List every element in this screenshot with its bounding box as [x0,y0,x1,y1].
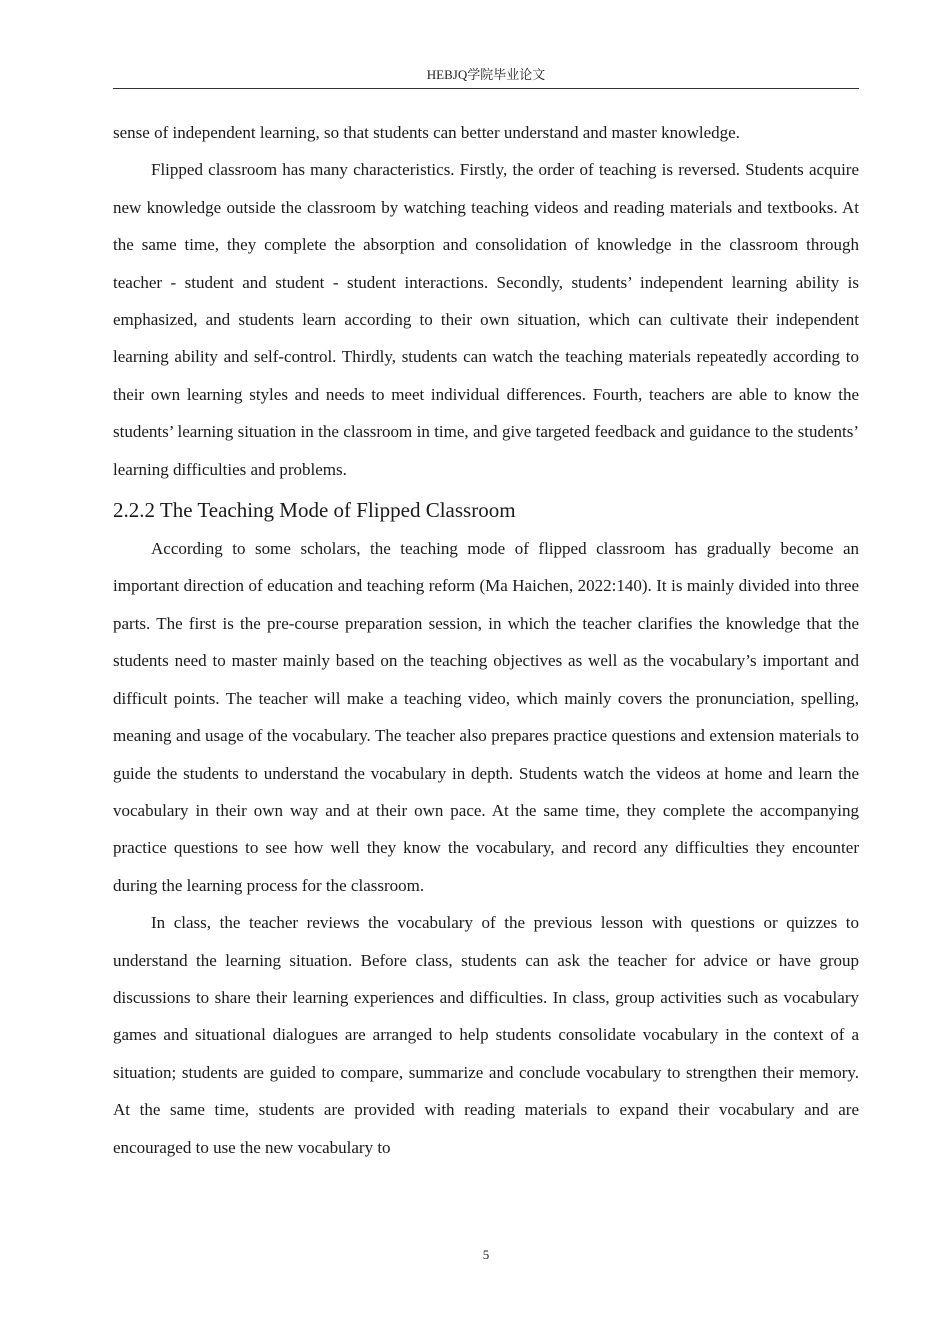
section-heading: 2.2.2 The Teaching Mode of Flipped Classroom [113,498,516,523]
page-number: 5 [482,1247,490,1262]
page-body [113,114,859,1166]
paragraph-teaching-mode: According to some scholars, the teaching mode of flipped classroom has gradually become an important direction of education and teaching reform (Ma Haichen, 2022:140). It is mainly divided into three parts. The first is the pre-course preparation session, in which the teacher clarifies the knowledge that the students need to master mainly based on the teaching objectives as well as the vocabulary’s important and difficult points. The teacher will make a teaching video, which mainly covers the pronunciation, spelling, meaning and usage of the vocabulary. The teacher also prepares practice questions and extension materials to guide the students to understand the vocabulary in depth. Students watch the videos at home and learn the vocabulary in their own way and at their own pace. At the same time, they complete the accompanying practice questions to see how well they know the vocabulary, and record any difficulties they encounter during the learning process for the classroom. [113,539,859,895]
header-divider [113,88,859,89]
paragraph-in-class: In class, the teacher reviews the vocabulary of the previous lesson with questions or quizzes to understand the learning situation. Before class, students can ask the teacher for advice or have group discussions to share their learning experiences and difficulties. In class, group activities such as vocabulary games and situational dialogues are arranged to help students consolidate vocabulary in the context of a situation; students are guided to compare, summarize and conclude vocabulary to strengthen their memory. At the same time, students are provided with reading materials to expand their vocabulary and are encouraged to use the new vocabulary to [113,913,859,1157]
running-header: HEBJQ学院毕业论文 [426,67,546,82]
paragraph-characteristics: Flipped classroom has many characteristics. Firstly, the order of teaching is reversed. Students acquire new knowledge outside the classroom by watching teaching videos and reading materials and textbooks. At the same time, they complete the absorption and consolidation of knowledge in the classroom through teacher - student and student - student interactions. Secondly, students’ independent learning ability is emphasized, and students learn according to their own situation, which can cultivate their independent learning ability and self-control. Thirdly, students can watch the teaching materials repeatedly according to their own learning styles and needs to meet individual differences. Fourth, teachers are able to know the students’ learning situation in the classroom in time, and give targeted feedback and guidance to the students’ learning difficulties and problems. [113,160,859,479]
paragraph-continuation: sense of independent learning, so that students can better understand and master knowledge. [113,123,740,142]
